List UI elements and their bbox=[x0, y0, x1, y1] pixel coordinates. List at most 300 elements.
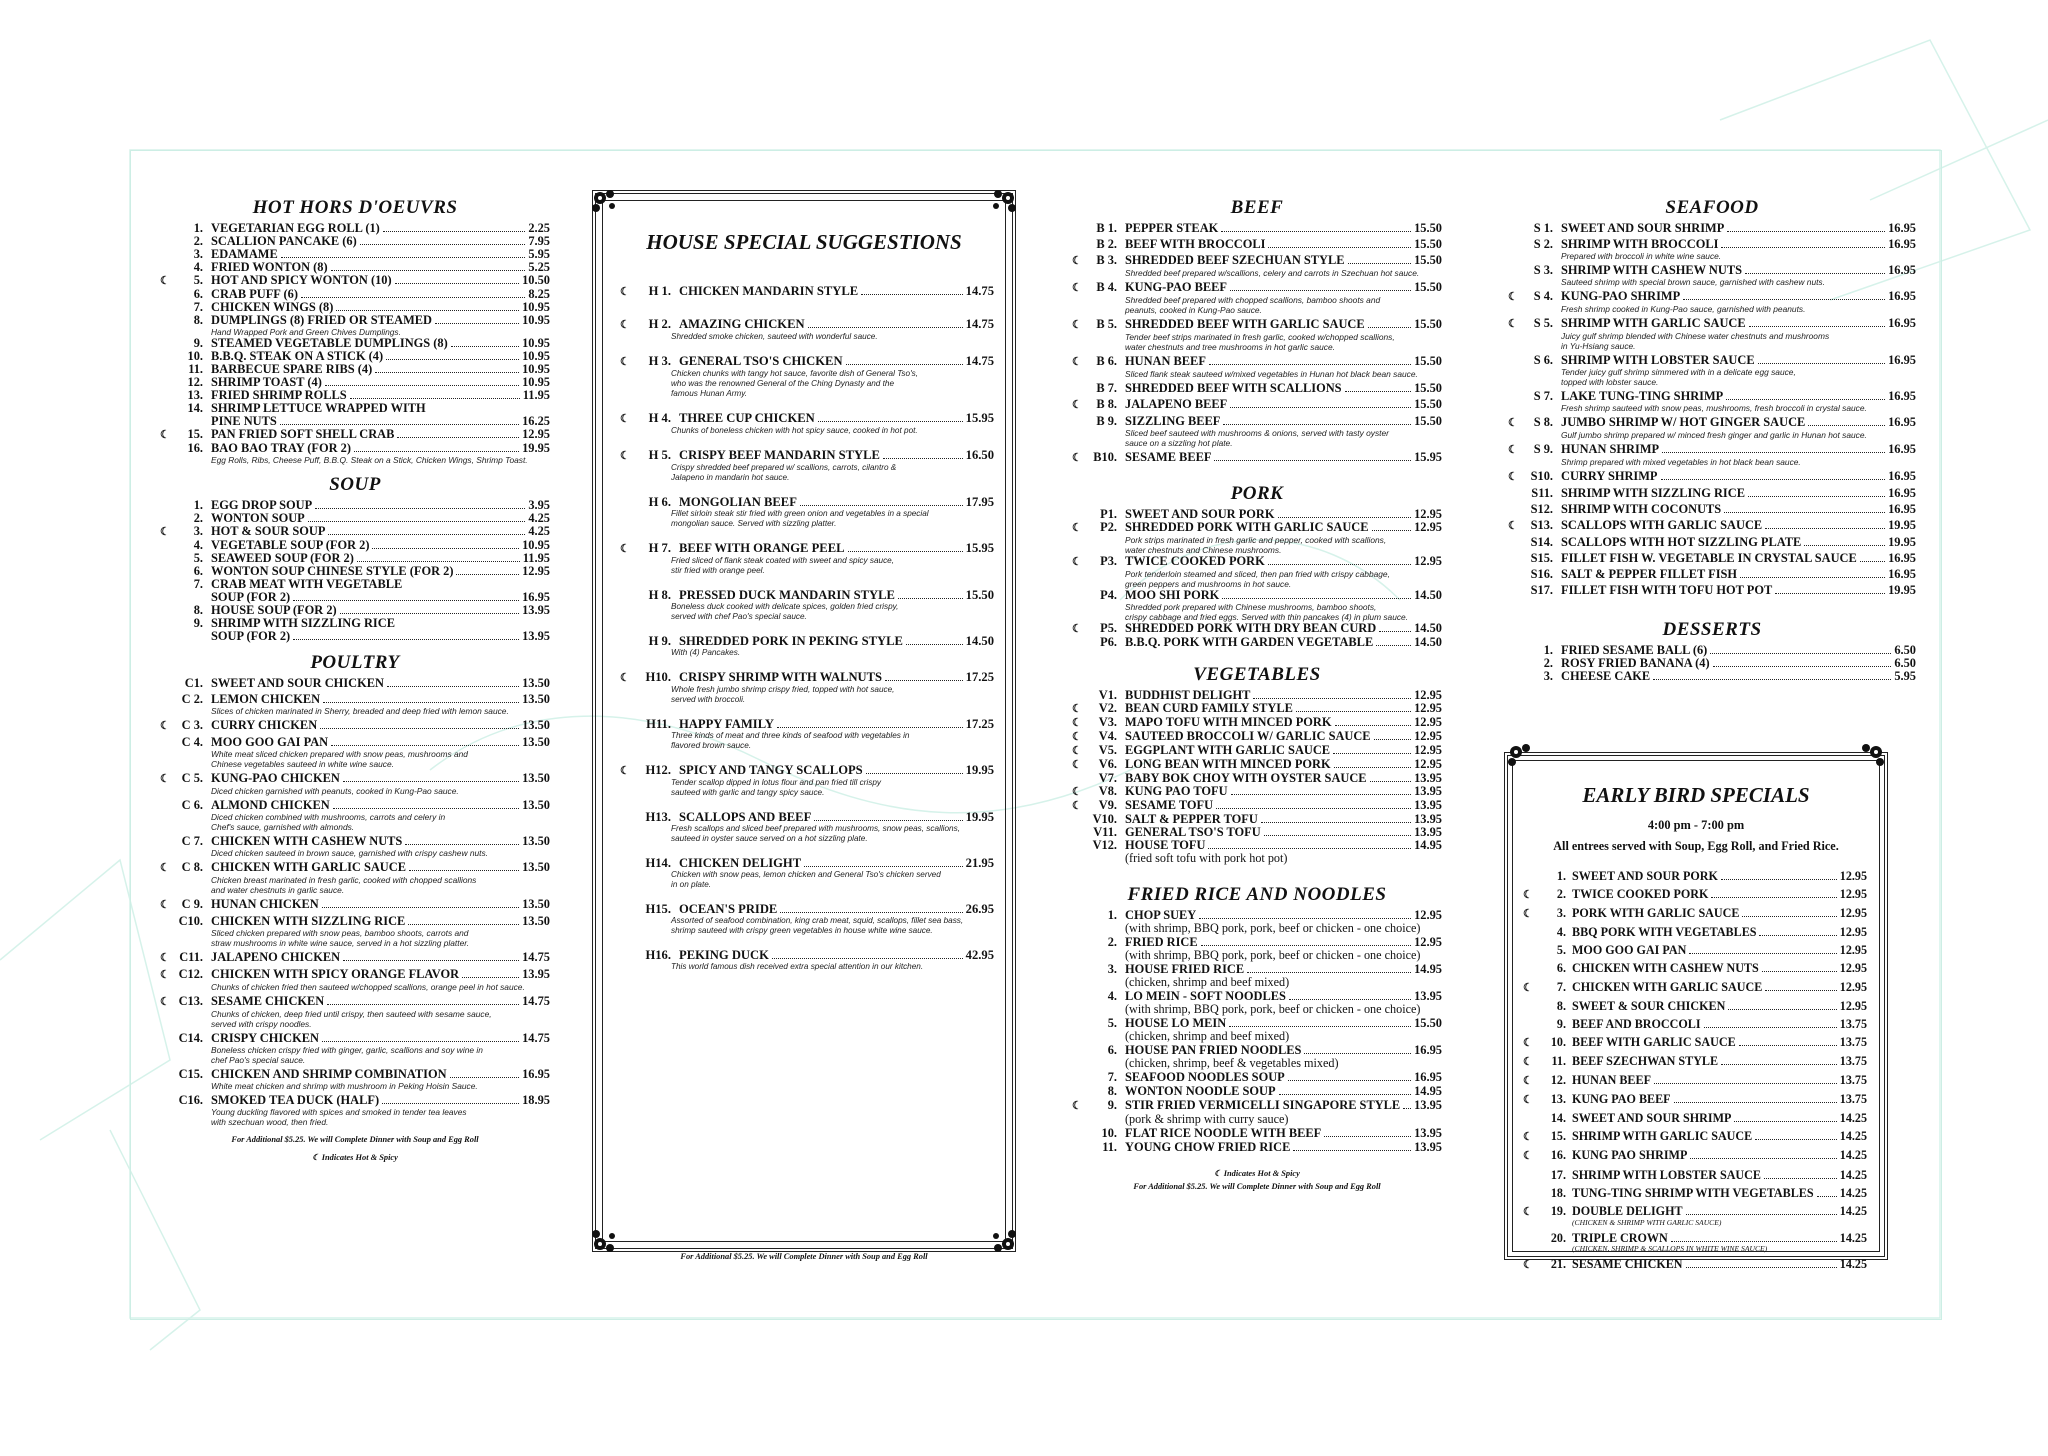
dot-leader bbox=[1742, 916, 1836, 917]
hot-spicy-icon: ☾ bbox=[620, 672, 630, 684]
item-name: SWEET & SOUR CHICKEN bbox=[1572, 998, 1726, 1013]
item-name: JUMBO SHRIMP W/ HOT GINGER SAUCE bbox=[1561, 414, 1806, 429]
menu-item-row bbox=[160, 376, 550, 389]
item-number: V2. bbox=[1098, 700, 1117, 715]
item-number: P5. bbox=[1100, 620, 1117, 635]
menu-item-row bbox=[160, 772, 550, 786]
menu-item-shrimp-toast-4 bbox=[160, 376, 550, 389]
item-price: 12.95 bbox=[1414, 519, 1442, 534]
menu-item-crispy-chicken bbox=[160, 1032, 550, 1065]
item-name: KUNG PAO TOFU bbox=[1125, 783, 1228, 798]
dot-leader bbox=[1713, 666, 1892, 667]
menu-item-row bbox=[1523, 1232, 1867, 1245]
dot-leader bbox=[308, 521, 526, 522]
menu-item-chicken-mandarin-style bbox=[620, 284, 994, 299]
corner-flower-icon bbox=[588, 186, 628, 226]
item-price: 16.95 bbox=[1888, 566, 1916, 581]
menu-item-row bbox=[1072, 521, 1442, 535]
item-name: SHREDDED BEEF WITH SCALLIONS bbox=[1125, 380, 1342, 395]
dot-leader bbox=[1374, 739, 1412, 740]
item-name: JALAPENO BEEF bbox=[1125, 396, 1228, 411]
dot-leader bbox=[1661, 479, 1886, 480]
item-price: 18.95 bbox=[522, 1092, 550, 1107]
menu-item-chicken-with-cashew-nuts bbox=[160, 835, 550, 858]
item-price: 7.95 bbox=[528, 233, 550, 248]
item-name: CRISPY CHICKEN bbox=[211, 1030, 319, 1045]
item-name: VEGETARIAN EGG ROLL (1) bbox=[211, 220, 380, 235]
dot-leader bbox=[280, 415, 519, 425]
dot-leader bbox=[322, 907, 519, 908]
menu-item-lemon-chicken bbox=[160, 693, 550, 716]
menu-item-crispy-beef-mandarin-style bbox=[620, 448, 994, 483]
item-number: C12. bbox=[178, 966, 203, 981]
menu-item-row bbox=[1072, 382, 1442, 395]
menu-item-row bbox=[1508, 390, 1916, 403]
menu-item-row bbox=[1072, 744, 1442, 758]
item-number: V8. bbox=[1098, 783, 1117, 798]
menu-item-row bbox=[1523, 1036, 1867, 1050]
item-number: P4. bbox=[1100, 587, 1117, 602]
item-name: SWEET AND SOUR SHRIMP bbox=[1561, 220, 1725, 235]
menu-item-sweet-and-sour-shrimp bbox=[1523, 1112, 1867, 1125]
menu-item-scallops-with-hot-sizzling-plate bbox=[1508, 536, 1916, 549]
menu-item-row bbox=[160, 693, 550, 706]
item-description: Tender juicy gulf shrimp simmered with in a delicate egg sauce, topped with lobster sauce. bbox=[1561, 366, 1796, 387]
menu-item-row bbox=[1072, 222, 1442, 235]
dot-leader bbox=[409, 870, 519, 871]
item-name: FRIED SHRIMP ROLLS bbox=[211, 387, 347, 402]
item-name: CHOP SUEY bbox=[1125, 907, 1197, 922]
menu-item-beef-with-garlic-sauce bbox=[1523, 1036, 1867, 1050]
menu-item-row bbox=[1508, 222, 1916, 235]
dot-leader bbox=[1748, 496, 1885, 497]
dot-leader bbox=[1662, 452, 1885, 453]
item-name: AMAZING CHICKEN bbox=[679, 317, 805, 331]
item-name: BABY BOK CHOY WITH OYSTER SAUCE bbox=[1125, 770, 1367, 785]
menu-item-row bbox=[1072, 772, 1442, 785]
menu-item-row bbox=[160, 288, 550, 301]
menu-item-row bbox=[160, 248, 550, 261]
item-subtitle: (with shrimp, BBQ pork, pork, beef or chicken - one choice) bbox=[1125, 1001, 1421, 1016]
item-price: 12.95 bbox=[522, 563, 550, 578]
menu-item-row bbox=[160, 861, 550, 875]
item-name: SHRIMP TOAST (4) bbox=[211, 374, 322, 389]
item-number: B 6. bbox=[1096, 353, 1117, 368]
menu-item-house-soup-for-2 bbox=[160, 604, 550, 617]
dot-leader bbox=[405, 844, 519, 845]
menu-item-row bbox=[1072, 1044, 1442, 1057]
item-price: 12.95 bbox=[1414, 907, 1442, 922]
item-price: 19.95 bbox=[1888, 534, 1916, 549]
item-number: 16. bbox=[1550, 1148, 1566, 1163]
dot-leader bbox=[1208, 848, 1411, 849]
dot-leader bbox=[375, 372, 519, 373]
menu-item-general-tso-s-chicken bbox=[620, 354, 994, 399]
item-number: H 4. bbox=[648, 411, 671, 425]
item-price: 5.95 bbox=[1894, 668, 1916, 683]
item-name: CURRY CHICKEN bbox=[211, 717, 318, 732]
item-number: 14. bbox=[187, 400, 203, 415]
menu-item-row bbox=[160, 363, 550, 376]
item-name: DOUBLE DELIGHT bbox=[1572, 1203, 1683, 1218]
item-number: 12. bbox=[187, 374, 203, 389]
item-price: 13.95 bbox=[1414, 1139, 1442, 1154]
dot-leader bbox=[1231, 794, 1412, 795]
dot-leader bbox=[1221, 231, 1411, 232]
item-number: 18. bbox=[1550, 1185, 1566, 1200]
item-price: 16.95 bbox=[1888, 441, 1916, 456]
dot-leader bbox=[435, 323, 519, 324]
dot-leader bbox=[1724, 512, 1885, 513]
item-price: 12.95 bbox=[1414, 714, 1442, 729]
menu-item-row bbox=[1508, 657, 1916, 670]
section-title-vegetables: VEGETABLES bbox=[1193, 663, 1321, 685]
menu-item-row bbox=[160, 719, 550, 733]
menu-item-row bbox=[1072, 909, 1442, 922]
menu-item-row bbox=[1523, 1130, 1867, 1144]
menu-item-row bbox=[1523, 907, 1867, 921]
menu-item-chicken-wings-8 bbox=[160, 301, 550, 314]
item-price: 16.95 bbox=[1888, 236, 1916, 251]
item-number: 8. bbox=[193, 312, 203, 327]
item-number: V9. bbox=[1098, 797, 1117, 812]
menu-item-row bbox=[1523, 1169, 1867, 1182]
item-name: PORK WITH GARLIC SAUCE bbox=[1572, 906, 1740, 921]
dot-leader bbox=[1293, 1150, 1411, 1151]
item-price: 13.95 bbox=[1414, 1097, 1442, 1112]
dot-leader bbox=[1335, 725, 1412, 726]
item-subtitle: (pork & shrimp with curry sauce) bbox=[1125, 1111, 1289, 1126]
menu-item-row bbox=[1072, 238, 1442, 251]
hot-spicy-icon: ☾ bbox=[620, 356, 630, 368]
dot-leader bbox=[1334, 767, 1411, 768]
dot-leader bbox=[1324, 1136, 1411, 1137]
item-name: CRISPY SHRIMP WITH WALNUTS bbox=[679, 670, 883, 684]
item-number: S 5. bbox=[1533, 315, 1553, 330]
item-price: 12.95 bbox=[1414, 700, 1442, 715]
hot-spicy-icon: ☾ bbox=[160, 995, 170, 1008]
item-number: 2. bbox=[1543, 655, 1553, 670]
item-name: CHICKEN WITH CASHEW NUTS bbox=[1572, 961, 1759, 976]
menu-item-young-chow-fried-rice bbox=[1072, 1141, 1442, 1154]
item-price: 12.95 bbox=[1414, 756, 1442, 771]
item-price: 13.75 bbox=[1839, 1016, 1867, 1031]
item-name: SHREDDED PORK WITH DRY BEAN CURD bbox=[1125, 620, 1377, 635]
item-number: 15. bbox=[1550, 1129, 1566, 1144]
dot-leader bbox=[354, 451, 519, 452]
item-number: 6. bbox=[1107, 1042, 1117, 1057]
menu-item-row bbox=[1072, 281, 1442, 295]
item-price: 13.95 bbox=[1414, 988, 1442, 1003]
item-name: LAKE TUNG-TING SHRIMP bbox=[1561, 388, 1724, 403]
item-price: 14.75 bbox=[965, 317, 994, 331]
item-name: GENERAL TSO'S CHICKEN bbox=[679, 354, 843, 368]
item-number: H 3. bbox=[648, 354, 671, 368]
menu-item-sauteed-broccoli-w-garlic-sauce bbox=[1072, 730, 1442, 744]
menu-item-row bbox=[1508, 584, 1916, 597]
menu-item-salt-pepper-fillet-fish bbox=[1508, 568, 1916, 581]
menu-item-peking-duck bbox=[620, 948, 994, 972]
list-beef bbox=[1072, 222, 1442, 465]
item-description: Shredded beef prepared w/scallions, celery and carrots in Szechuan hot sauce. bbox=[1125, 267, 1420, 278]
item-name: VEGETABLE SOUP (FOR 2) bbox=[211, 537, 370, 552]
item-name: CHICKEN AND SHRIMP COMBINATION bbox=[211, 1066, 447, 1081]
item-name: HOT AND SPICY WONTON (10) bbox=[211, 272, 392, 287]
menu-item-vegetable-soup-for-2 bbox=[160, 539, 550, 552]
item-description: Diced chicken garnished with peanuts, cooked in Kung-Pao sauce. bbox=[211, 785, 459, 796]
menu-item-crispy-shrimp-with-walnuts bbox=[620, 670, 994, 705]
item-price: 10.95 bbox=[522, 537, 550, 552]
menu-item-row bbox=[1072, 555, 1442, 569]
menu-item-seafood-noodles-soup bbox=[1072, 1071, 1442, 1084]
column-appetizers-soup-poultry bbox=[160, 198, 550, 1162]
menu-item-wonton-soup-chinese-style-for-2 bbox=[160, 565, 550, 578]
item-number: H13. bbox=[645, 810, 671, 824]
menu-item-row bbox=[1072, 689, 1442, 702]
menu-item-shrimp-with-sizzling-rice bbox=[1508, 487, 1916, 500]
dot-leader bbox=[818, 421, 963, 422]
menu-item-row bbox=[160, 274, 550, 288]
menu-item-chop-suey bbox=[1072, 909, 1442, 935]
item-name: MONGOLIAN BEEF bbox=[679, 495, 797, 509]
item-number: H10. bbox=[645, 670, 671, 684]
item-price: 2.25 bbox=[528, 220, 550, 235]
dot-leader bbox=[772, 958, 963, 959]
item-name: PEPPER STEAK bbox=[1125, 220, 1219, 235]
menu-item-shrimp-with-lobster-sauce bbox=[1508, 354, 1916, 387]
item-name: SHREDDED BEEF SZECHUAN STYLE bbox=[1125, 252, 1345, 267]
item-name: TWICE COOKED PORK bbox=[1572, 887, 1709, 902]
item-price: 12.95 bbox=[1414, 728, 1442, 743]
hot-spicy-icon: ☾ bbox=[1508, 290, 1518, 303]
menu-item-buddhist-delight bbox=[1072, 689, 1442, 702]
item-price: 16.95 bbox=[1414, 1069, 1442, 1084]
item-price: 19.95 bbox=[1888, 517, 1916, 532]
item-price: 14.25 bbox=[1839, 1230, 1867, 1245]
item-name: SMOKED TEA DUCK (HALF) bbox=[211, 1092, 380, 1107]
menu-item-sesame-beef bbox=[1072, 451, 1442, 465]
dot-leader bbox=[898, 598, 963, 599]
dot-leader bbox=[1230, 290, 1411, 291]
item-price: 10.95 bbox=[522, 348, 550, 363]
menu-item-row bbox=[160, 512, 550, 525]
menu-item-row bbox=[1072, 963, 1442, 976]
menu-item-triple-crown bbox=[1523, 1232, 1867, 1253]
hot-spicy-icon: ☾ bbox=[1072, 744, 1082, 757]
item-number: B 2. bbox=[1096, 236, 1117, 251]
menu-item-baby-bok-choy-with-oyster-sauce bbox=[1072, 772, 1442, 785]
item-name: HUNAN BEEF bbox=[1572, 1073, 1651, 1088]
item-number: V5. bbox=[1098, 742, 1117, 757]
menu-item-shredded-pork-in-peking-style bbox=[620, 634, 994, 658]
menu-item-row bbox=[160, 1068, 550, 1081]
dot-leader bbox=[906, 644, 963, 645]
menu-item-row bbox=[1072, 936, 1442, 949]
column-beef-pork-veg-rice bbox=[1072, 198, 1442, 1191]
menu-item-dumplings-8-fried-or-steamed bbox=[160, 314, 550, 337]
dot-leader bbox=[1808, 425, 1885, 426]
menu-item-row bbox=[160, 499, 550, 512]
menu-item-row bbox=[160, 389, 550, 402]
item-price: 15.50 bbox=[1414, 279, 1442, 294]
item-number: B10. bbox=[1093, 449, 1117, 464]
menu-item-sweet-and-sour-chicken bbox=[160, 677, 550, 690]
menu-item-egg-drop-soup bbox=[160, 499, 550, 512]
item-name: SHRIMP WITH SIZZLING RICE bbox=[211, 615, 395, 630]
dot-leader bbox=[1686, 1267, 1837, 1268]
menu-item-sweet-and-sour-shrimp bbox=[1508, 222, 1916, 235]
item-number: H 5. bbox=[648, 448, 671, 462]
item-number: S17. bbox=[1530, 582, 1553, 597]
menu-item-chicken-with-spicy-orange-flavor bbox=[160, 968, 550, 992]
hot-spicy-legend-text: Indicates Hot & Spicy bbox=[321, 1152, 398, 1162]
menu-item-hunan-shrimp bbox=[1508, 443, 1916, 467]
item-number: S10. bbox=[1530, 468, 1553, 483]
dot-leader bbox=[1728, 1009, 1836, 1010]
item-description: Boneless chicken crispy fried with ginger, garlic, scallions and soy wine in chef Pao's special sauce. bbox=[211, 1044, 483, 1065]
menu-item-amazing-chicken bbox=[620, 317, 994, 342]
dot-leader bbox=[1264, 835, 1411, 836]
item-description: Pork tenderloin steamed and sliced, then pan fried with crispy cabbage, green peppers and mushrooms in hot sauce. bbox=[1125, 568, 1390, 589]
hot-spicy-icon: ☾ bbox=[160, 861, 170, 874]
menu-item-row bbox=[1508, 536, 1916, 549]
menu-item-row bbox=[1523, 888, 1867, 902]
menu-item-row bbox=[160, 951, 550, 965]
hot-spicy-icon: ☾ bbox=[620, 413, 630, 425]
item-number: C13. bbox=[178, 993, 203, 1008]
menu-item-row bbox=[160, 539, 550, 552]
menu-item-row bbox=[1072, 254, 1442, 268]
menu-item-fillet-fish-with-tofu-hot-pot bbox=[1508, 584, 1916, 597]
menu-item-shredded-beef-szechuan-style bbox=[1072, 254, 1442, 278]
item-number: 7. bbox=[1107, 1069, 1117, 1084]
item-price: 16.95 bbox=[1888, 220, 1916, 235]
item-price: 14.75 bbox=[522, 1030, 550, 1045]
item-name: TWICE COOKED PORK bbox=[1125, 553, 1265, 568]
hot-spicy-icon: ☾ bbox=[1072, 702, 1082, 715]
dot-leader bbox=[320, 728, 519, 729]
menu-item-fried-wonton-8 bbox=[160, 261, 550, 274]
menu-item-chicken-with-garlic-sauce bbox=[1523, 981, 1867, 995]
dot-leader bbox=[1333, 753, 1411, 754]
dot-leader bbox=[372, 548, 519, 549]
dot-leader bbox=[1289, 999, 1411, 1000]
dot-leader bbox=[1674, 1102, 1837, 1103]
hot-spicy-icon: ☾ bbox=[1523, 1036, 1533, 1049]
menu-item-sesame-chicken bbox=[160, 995, 550, 1029]
item-name: BBQ PORK WITH VEGETABLES bbox=[1572, 925, 1757, 940]
early-bird-panel bbox=[1504, 752, 1888, 1271]
item-price: 42.95 bbox=[965, 948, 994, 962]
menu-item-row bbox=[1523, 1205, 1867, 1219]
menu-item-row bbox=[160, 301, 550, 314]
item-name: BEEF WITH GARLIC SAUCE bbox=[1572, 1034, 1736, 1049]
menu-item-row bbox=[1523, 1055, 1867, 1069]
item-number: C 2. bbox=[181, 691, 203, 706]
item-subtitle: (chicken, shrimp and beef mixed) bbox=[1125, 1028, 1290, 1043]
item-number: 16. bbox=[187, 440, 203, 455]
item-name: SEAWEED SOUP (FOR 2) bbox=[211, 550, 354, 565]
menu-item-chicken-with-garlic-sauce bbox=[160, 861, 550, 895]
dot-leader bbox=[387, 686, 519, 687]
dot-leader bbox=[1278, 517, 1412, 518]
menu-item-house-lo-mein bbox=[1072, 1017, 1442, 1043]
item-number: C 4. bbox=[181, 734, 203, 749]
item-description: Sauteed shrimp with special brown sauce, garnished with cashew nuts. bbox=[1561, 276, 1825, 287]
item-number: S 7. bbox=[1533, 388, 1553, 403]
item-description: Chunks of chicken, deep fried until crispy, then sauteed with sesame sauce, served with crispy noodles. bbox=[211, 1008, 492, 1029]
item-name: HOUSE FRIED RICE bbox=[1125, 961, 1245, 976]
item-number: C 9. bbox=[181, 896, 203, 911]
menu-item-row bbox=[1072, 355, 1442, 369]
menu-item-row bbox=[1072, 813, 1442, 826]
item-price: 14.25 bbox=[1839, 1129, 1867, 1144]
menu-item-row bbox=[620, 670, 994, 685]
item-number: 2. bbox=[1556, 887, 1566, 902]
item-price: 16.95 bbox=[522, 589, 550, 604]
item-subtitle: (with shrimp, BBQ pork, pork, beef or chicken - one choice) bbox=[1125, 920, 1421, 935]
item-number: 1. bbox=[193, 220, 203, 235]
item-description: Whole fresh jumbo shrimp crispy fried, topped with hot sauce, served with broccoli. bbox=[671, 685, 895, 704]
menu-item-row bbox=[1508, 290, 1916, 304]
dot-leader bbox=[1345, 391, 1412, 392]
dot-leader bbox=[1686, 1214, 1837, 1215]
menu-item-pork-with-garlic-sauce bbox=[1523, 907, 1867, 921]
menu-item-row bbox=[1072, 318, 1442, 332]
item-price: 14.50 bbox=[1414, 620, 1442, 635]
item-number: C 7. bbox=[181, 833, 203, 848]
dot-leader bbox=[1247, 972, 1411, 973]
item-number: P3. bbox=[1100, 553, 1117, 568]
item-name: B.B.Q. PORK WITH GARDEN VEGETABLE bbox=[1125, 634, 1374, 649]
menu-item-kung-pao-beef bbox=[1072, 281, 1442, 315]
item-name: CHICKEN WITH GARLIC SAUCE bbox=[1572, 979, 1763, 994]
dot-leader bbox=[800, 505, 963, 506]
menu-item-b-b-q-steak-on-a-stick-4 bbox=[160, 350, 550, 363]
item-description: Shredded smoke chicken, sauteed with wonderful sauce. bbox=[671, 332, 878, 341]
item-price: 19.95 bbox=[522, 440, 550, 455]
item-name: MOO GOO GAI PAN bbox=[1572, 943, 1687, 958]
list-fried-rice-noodles bbox=[1072, 909, 1442, 1154]
item-price: 12.95 bbox=[522, 426, 550, 441]
item-price: 12.95 bbox=[1414, 742, 1442, 757]
dot-leader bbox=[1690, 1158, 1836, 1159]
menu-item-row bbox=[160, 617, 550, 630]
item-price: 12.95 bbox=[1839, 925, 1867, 940]
menu-item-curry-shrimp bbox=[1508, 470, 1916, 484]
dot-leader bbox=[1268, 247, 1411, 248]
item-name: PEKING DUCK bbox=[679, 948, 769, 962]
item-name: TRIPLE CROWN bbox=[1572, 1230, 1668, 1245]
hot-spicy-icon: ☾ bbox=[1072, 716, 1082, 729]
hot-spicy-icon: ☾ bbox=[1072, 318, 1082, 331]
menu-item-house-tofu bbox=[1072, 839, 1442, 852]
item-price: 14.25 bbox=[1839, 1185, 1867, 1200]
item-name: YOUNG CHOW FRIED RICE bbox=[1125, 1139, 1291, 1154]
dot-leader bbox=[814, 820, 962, 821]
item-number: S12. bbox=[1530, 501, 1553, 516]
dot-leader bbox=[350, 398, 520, 399]
item-description: Chicken breast marinated in fresh garlic, cooked with chopped scallions and water chestnuts in garlic sauce. bbox=[211, 874, 477, 895]
dot-leader bbox=[1199, 918, 1411, 919]
dot-leader bbox=[343, 960, 519, 961]
item-description: Fresh scallops and sliced beef prepared with mushrooms, snow peas, scallions, sauteed in oyster sauce served on a hot sizzling plate. bbox=[671, 824, 960, 843]
menu-item-row bbox=[620, 856, 994, 870]
menu-item-row bbox=[620, 411, 994, 426]
dot-leader bbox=[1222, 598, 1411, 599]
menu-item-row bbox=[1072, 1071, 1442, 1084]
hot-spicy-legend bbox=[1072, 1168, 1442, 1178]
